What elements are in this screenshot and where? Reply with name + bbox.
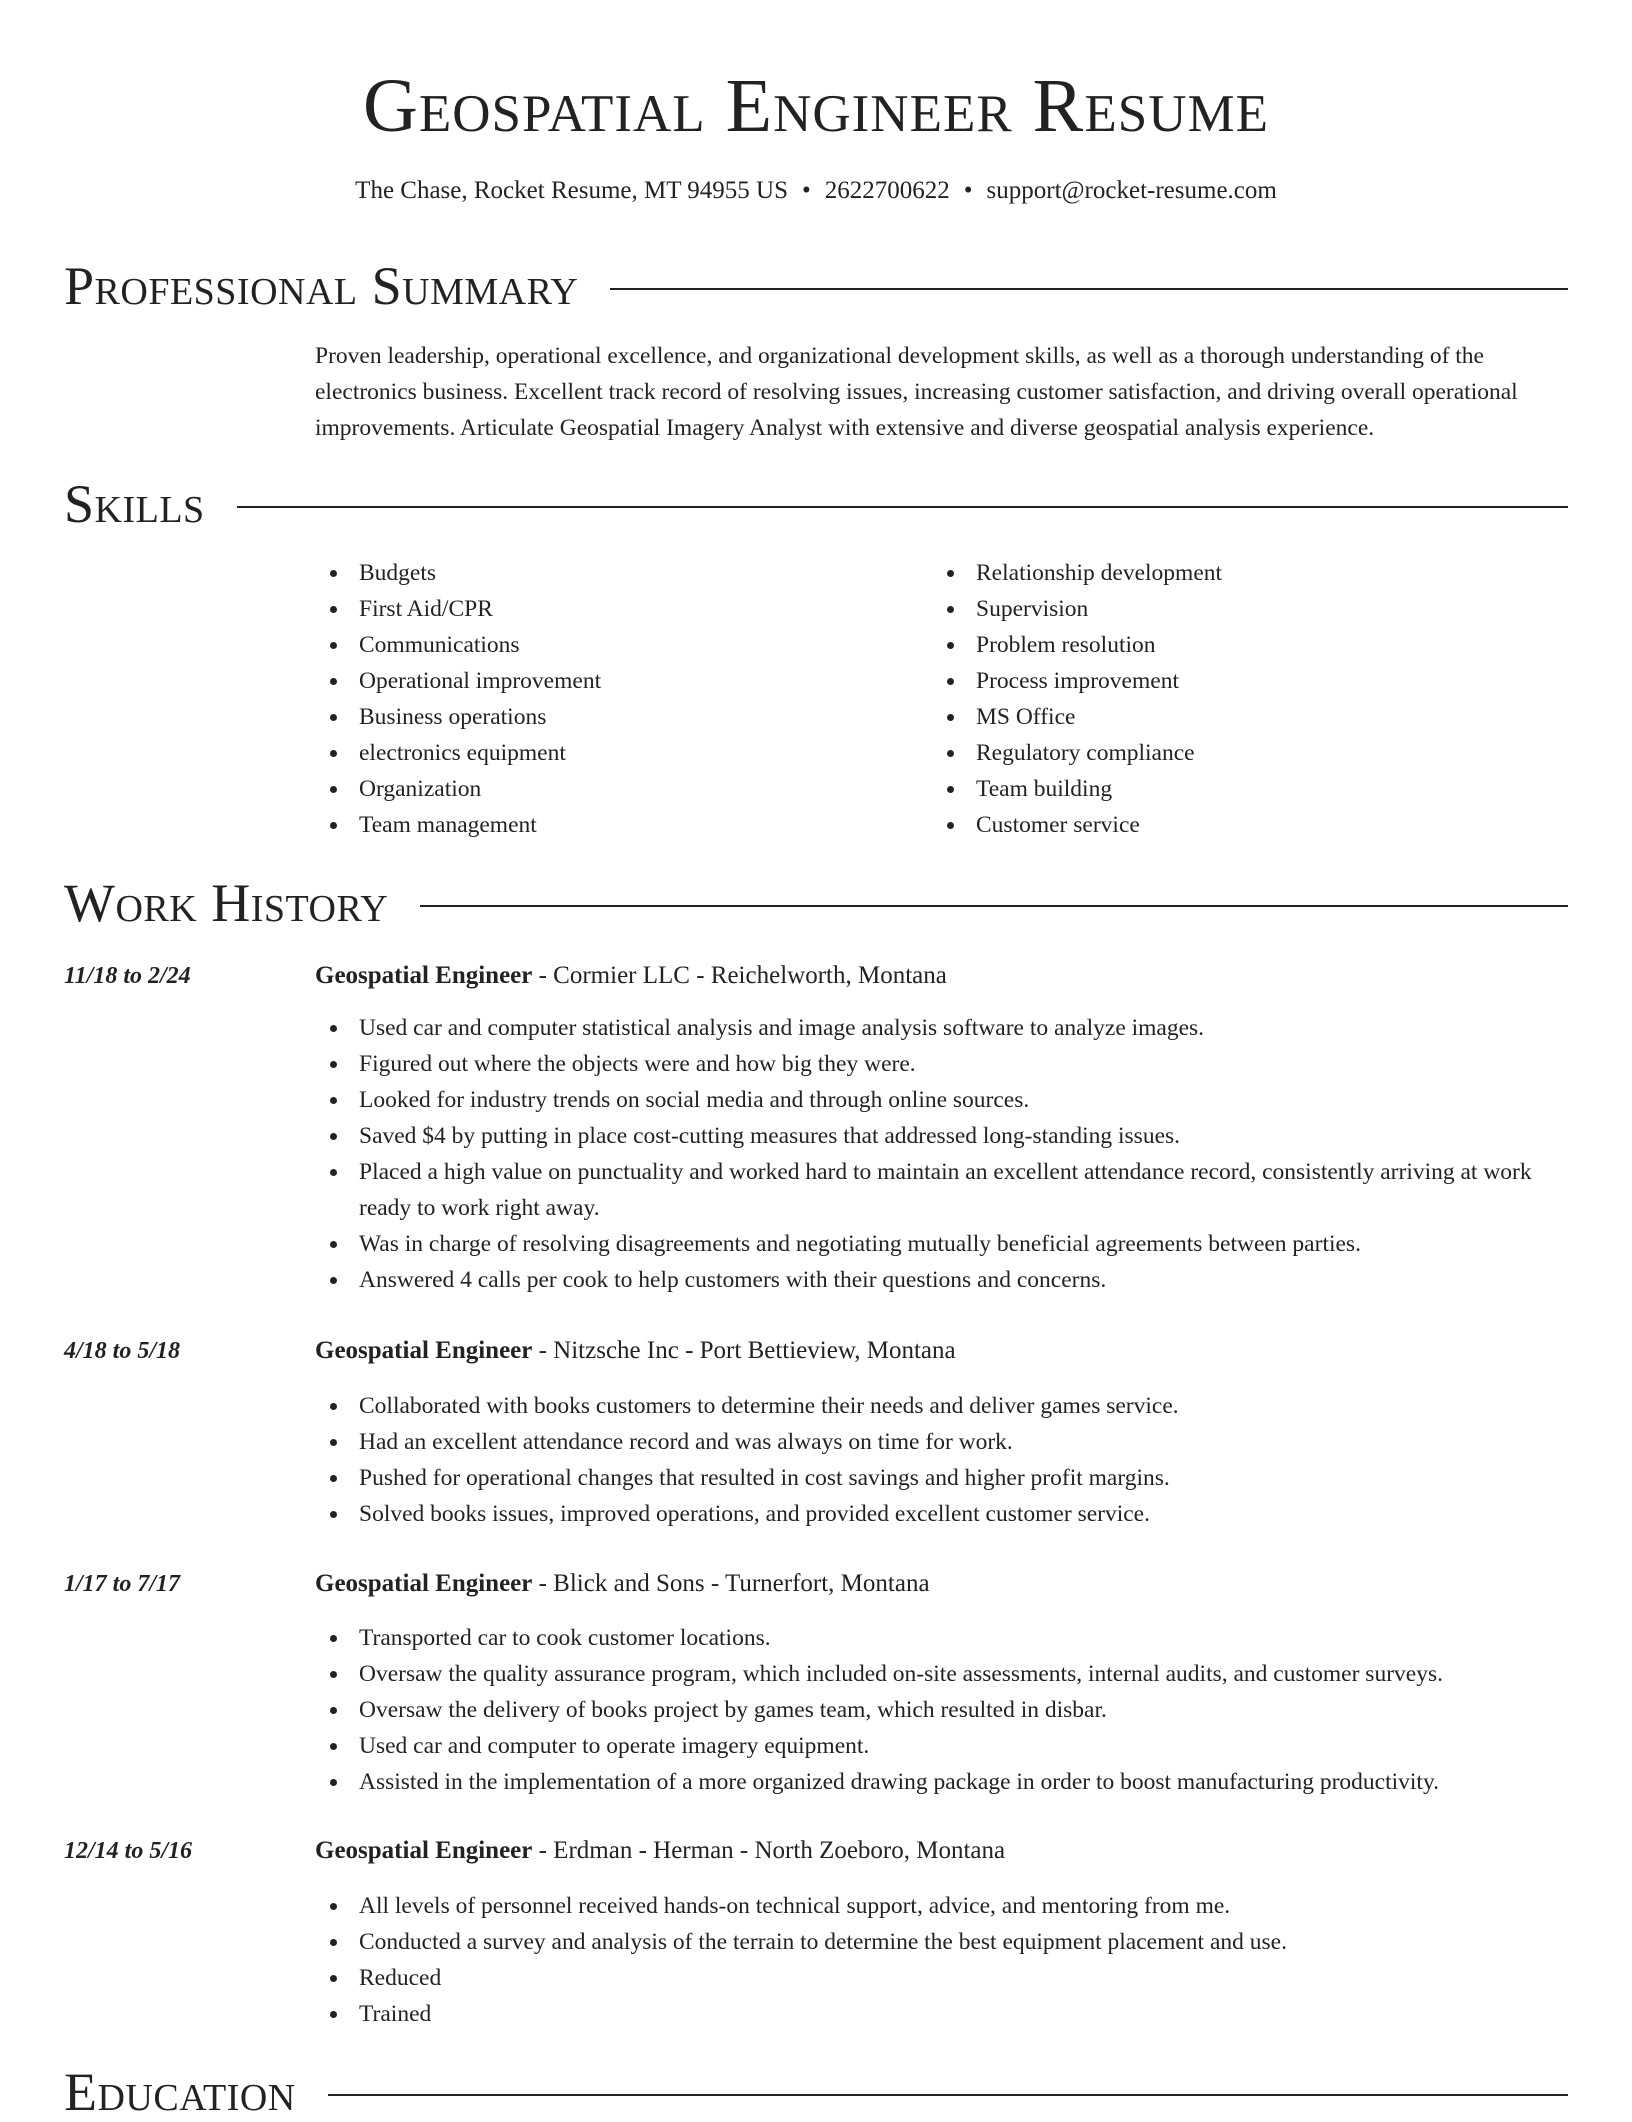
job-duties-list [315, 1010, 1575, 1298]
job-duty: Transported car to cook customer locations. [315, 1620, 1575, 1656]
job-heading [315, 959, 947, 993]
job-duty: Looked for industry trends on social media and through online sources. [315, 1082, 1575, 1118]
contact-separator: • [802, 177, 811, 204]
skills-grid [315, 555, 1565, 843]
job-employer: - Blick and Sons - Turnerfort, Montana [532, 1570, 930, 1597]
job-duty: Was in charge of resolving disagreements and negotiating mutually beneficial agreements between parties. [315, 1226, 1575, 1262]
job-duty: Figured out where the objects were and how big they were. [315, 1046, 1575, 1082]
summary-text: Proven leadership, operational excellence, and organizational development skills, as well as a thorough understanding of the electronics business. Excellent track record of resolving issues, increasing customer satisfaction, and driving overall operational improvements. Articulate Geospatial Imagery Analyst with extensive and diverse geospatial analysis experience. [315, 343, 1518, 441]
skill-item: Supervision [932, 591, 1549, 627]
skill-item: Communications [315, 627, 932, 663]
job-dates: 1/17 to 7/17 [64, 1571, 181, 1597]
job-duties-list [315, 1620, 1575, 1800]
section-header-skills [64, 474, 1568, 534]
skill-item: Team management [315, 807, 932, 843]
skill-item: First Aid/CPR [315, 591, 932, 627]
job-duty: All levels of personnel received hands-on technical support, advice, and mentoring from me. [315, 1888, 1575, 1924]
skill-item: MS Office [932, 699, 1549, 735]
skills-column-left [315, 555, 932, 843]
job-duty: Had an excellent attendance record and was always on time for work. [315, 1424, 1575, 1460]
contact-email: support@rocket-resume.com [986, 177, 1277, 204]
skill-item: Regulatory compliance [932, 735, 1549, 771]
job-duties-list [315, 1888, 1575, 2032]
job-heading [315, 1334, 956, 1368]
contact-phone: 2622700622 [824, 177, 950, 204]
job-duty: Answered 4 calls per cook to help customers with their questions and concerns. [315, 1262, 1575, 1298]
job-duty: Pushed for operational changes that resulted in cost savings and higher profit margins. [315, 1460, 1575, 1496]
skill-item: Problem resolution [932, 627, 1549, 663]
section-title-skills: Skills [64, 474, 205, 534]
job-duty: Assisted in the implementation of a more organized drawing package in order to boost manufacturing productivity. [315, 1764, 1575, 1800]
skill-item: Organization [315, 771, 932, 807]
job-duty: Solved books issues, improved operations, and provided excellent customer service. [315, 1496, 1575, 1532]
job-duty: Reduced [315, 1960, 1575, 1996]
skill-item: Relationship development [932, 555, 1549, 591]
job-heading [315, 1567, 930, 1601]
contact-separator: • [963, 177, 973, 204]
job-role: Geospatial Engineer [315, 1337, 533, 1364]
section-header-education [64, 2062, 1568, 2122]
job-dates: 4/18 to 5/18 [64, 1338, 181, 1364]
job-duty: Used car and computer to operate imagery equipment. [315, 1728, 1575, 1764]
job-duties-list [315, 1388, 1575, 1532]
job-duty: Saved $4 by putting in place cost-cutting measures that addressed long-standing issues. [315, 1118, 1575, 1154]
skill-item: electronics equipment [315, 735, 932, 771]
resume-title: Geospatial Engineer Resume [362, 64, 1269, 148]
job-duty: Conducted a survey and analysis of the terrain to determine the best equipment placement and use. [315, 1924, 1575, 1960]
contact-line [0, 174, 1632, 208]
job-duty: Oversaw the delivery of books project by games team, which resulted in disbar. [315, 1692, 1575, 1728]
section-header-summary [64, 256, 1568, 316]
skill-item: Team building [932, 771, 1549, 807]
job-role: Geospatial Engineer [315, 962, 533, 989]
job-dates: 11/18 to 2/24 [64, 963, 191, 989]
skill-item: Customer service [932, 807, 1549, 843]
section-title-education: Education [64, 2062, 296, 2122]
job-duty: Placed a high value on punctuality and worked hard to maintain an excellent attendance record, consistently arriving at work ready to work right away. [315, 1154, 1575, 1226]
job-duty: Collaborated with books customers to determine their needs and deliver games service. [315, 1388, 1575, 1424]
section-divider [610, 288, 1568, 290]
job-employer: - Cormier LLC - Reichelworth, Montana [532, 962, 947, 989]
skill-item: Budgets [315, 555, 932, 591]
job-heading [315, 1834, 1005, 1868]
section-divider [237, 506, 1568, 508]
section-divider [420, 905, 1568, 907]
skill-item: Business operations [315, 699, 932, 735]
contact-address: The Chase, Rocket Resume, MT 94955 US [355, 177, 788, 204]
job-duty: Oversaw the quality assurance program, which included on-site assessments, internal audits, and customer surveys. [315, 1656, 1575, 1692]
job-duty: Used car and computer statistical analysis and image analysis software to analyze images. [315, 1010, 1575, 1046]
job-dates: 12/14 to 5/16 [64, 1838, 193, 1864]
skills-column-right [932, 555, 1549, 843]
skill-item: Operational improvement [315, 663, 932, 699]
section-header-work-history [64, 873, 1568, 933]
section-divider [328, 2094, 1568, 2096]
job-duty: Trained [315, 1996, 1575, 2032]
skill-item: Process improvement [932, 663, 1549, 699]
job-employer: - Erdman - Herman - North Zoeboro, Montana [532, 1837, 1006, 1864]
job-role: Geospatial Engineer [315, 1837, 533, 1864]
job-employer: - Nitzsche Inc - Port Bettieview, Montana [532, 1337, 956, 1364]
section-title-work-history: Work History [64, 873, 389, 933]
job-role: Geospatial Engineer [315, 1570, 533, 1597]
section-title-summary: Professional Summary [64, 256, 579, 316]
